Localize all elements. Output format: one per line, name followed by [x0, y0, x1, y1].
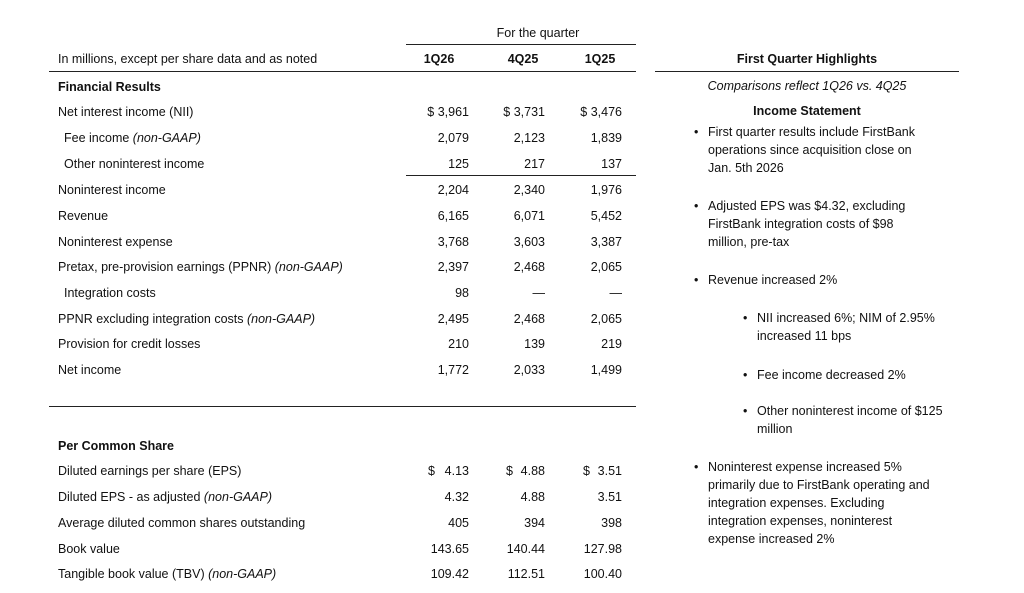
group-underline: [406, 44, 636, 45]
row-label: [58, 183, 166, 197]
cell-value: —: [532, 286, 545, 300]
units-label: In millions, except per share data and as noted: [58, 52, 318, 66]
row-label-text: Integration costs: [64, 286, 156, 300]
cell-value: 3,603: [513, 235, 545, 249]
highlight-bullet: [694, 123, 918, 177]
bullet-dot: •: [694, 125, 699, 139]
section-financial-results: Financial Results: [58, 80, 161, 94]
row-label: [58, 542, 120, 556]
row-label-text: Fee income: [64, 131, 133, 145]
highlight-sub-bullet: [743, 402, 962, 438]
cell-value: —: [609, 286, 622, 300]
cell-value: 4.88: [520, 490, 545, 504]
highlights-subtitle: Comparisons reflect 1Q26 vs. 4Q25: [707, 79, 907, 93]
row-label: [58, 105, 193, 119]
cell-value: 100.40: [583, 567, 622, 581]
cell-value: 398: [601, 516, 622, 530]
bullet-dot: •: [743, 404, 748, 418]
highlight-bullet: [694, 458, 933, 548]
highlight-text: Fee income decreased 2%: [757, 368, 906, 382]
highlight-bullet: [694, 271, 928, 289]
bullet-dot: •: [694, 199, 699, 213]
row-label-text: Net income: [58, 363, 122, 377]
row-label-text: Diluted earnings per share (EPS): [58, 464, 242, 478]
currency-symbol: $: [428, 464, 435, 478]
row-label: [64, 157, 204, 171]
cell-value: 127.98: [583, 542, 622, 556]
highlights-section-income-statement: Income Statement: [753, 104, 861, 118]
bullet-dot: •: [694, 273, 699, 287]
highlight-text: Noninterest expense increased 5% primarily due to FirstBank operating and integration expenses. Excluding integration expenses, noninterest expense increased 2%: [708, 460, 930, 546]
cell-value: 2,468: [513, 312, 545, 326]
cell-value: 4.32: [444, 490, 469, 504]
row-label-text: Pretax, pre-provision earnings (PPNR): [58, 260, 275, 274]
cell-value: 140.44: [506, 542, 545, 556]
cell-value: 2,495: [437, 312, 469, 326]
cell-value: 2,065: [590, 260, 622, 274]
cell-value: 1,976: [590, 183, 622, 197]
cell-value: 112.51: [507, 567, 545, 581]
row-label-text: PPNR excluding integration costs: [58, 312, 247, 326]
cell-value: 2,468: [513, 260, 545, 274]
non-gaap-tag: (non-GAAP): [203, 490, 273, 504]
cell-value: 1,839: [590, 131, 622, 145]
cell-value: 109.42: [430, 567, 469, 581]
row-label: [58, 363, 121, 377]
section-per-common-share: Per Common Share: [58, 439, 175, 453]
cell-value: 2,397: [437, 260, 469, 274]
bullet-dot: •: [694, 460, 699, 474]
row-label: [58, 209, 108, 223]
highlights-rule: [655, 71, 959, 72]
cell-value: 3.51: [597, 464, 622, 478]
bullet-dot: •: [743, 311, 748, 325]
header-rule: [49, 71, 636, 72]
cell-value: 143.65: [430, 542, 469, 556]
row-label-text: Revenue: [58, 209, 109, 223]
currency-symbol: $: [583, 464, 590, 478]
cell-value: 394: [524, 516, 545, 530]
non-gaap-tag: (non-GAAP): [208, 567, 277, 581]
bullet-dot: •: [743, 368, 748, 382]
non-gaap-tag: (non-GAAP): [274, 260, 343, 274]
row-label: [58, 490, 272, 504]
column-header-1q26: 1Q26: [423, 52, 455, 66]
row-label-text: Provision for credit losses: [58, 337, 201, 351]
non-gaap-tag: (non-GAAP): [132, 131, 201, 145]
cell-value: 4.13: [444, 464, 469, 478]
row-label: [64, 131, 201, 145]
cell-value: 3,768: [437, 235, 469, 249]
non-gaap-tag: (non-GAAP): [246, 312, 316, 326]
subtotal-rule: [406, 175, 636, 176]
row-label: [58, 337, 200, 351]
row-label: [58, 312, 315, 326]
cell-value: $ 3,961: [427, 105, 469, 119]
cell-value: 3,387: [590, 235, 622, 249]
cell-value: 2,123: [513, 131, 545, 145]
cell-value: 405: [448, 516, 469, 530]
row-label: [64, 286, 156, 300]
row-label-text: Noninterest expense: [58, 235, 173, 249]
cell-value: $ 3,731: [503, 105, 545, 119]
row-label-text: Average diluted common shares outstanding: [58, 516, 306, 530]
cell-value: 6,071: [513, 209, 545, 223]
highlight-sub-bullet: [743, 366, 957, 384]
cell-value: 1,499: [590, 363, 622, 377]
row-label: [58, 516, 305, 530]
currency-symbol: $: [506, 464, 513, 478]
cell-value: 6,165: [437, 209, 469, 223]
cell-value: 217: [524, 157, 545, 171]
highlight-bullet: [694, 197, 928, 251]
cell-value: 3.51: [597, 490, 622, 504]
column-group-header: For the quarter: [496, 26, 580, 40]
section-divider: [49, 406, 636, 407]
cell-value: 4.88: [520, 464, 545, 478]
cell-value: 125: [448, 157, 469, 171]
row-label-text: Other noninterest income: [64, 157, 205, 171]
column-header-4q25: 4Q25: [507, 52, 539, 66]
row-label-text: Tangible book value (TBV): [58, 567, 209, 581]
row-label-text: Book value: [58, 542, 120, 556]
highlight-text: NII increased 6%; NIM of 2.95% increased 11 bps: [757, 311, 935, 343]
cell-value: 98: [455, 286, 469, 300]
row-label: [58, 260, 343, 274]
highlight-sub-bullet: [743, 309, 957, 345]
cell-value: 2,033: [513, 363, 545, 377]
cell-value: 2,065: [590, 312, 622, 326]
highlight-text: Adjusted EPS was $4.32, excluding FirstBank integration costs of $98 million, pre-tax: [708, 199, 906, 249]
cell-value: 210: [448, 337, 469, 351]
highlight-text: Revenue increased 2%: [708, 273, 838, 287]
highlight-text: Other noninterest income of $125 million: [757, 404, 943, 436]
row-label-text: Noninterest income: [58, 183, 166, 197]
cell-value: 2,204: [437, 183, 469, 197]
cell-value: 2,340: [513, 183, 545, 197]
highlight-text: First quarter results include FirstBank operations since acquisition close on Jan. 5th 2026: [708, 125, 916, 175]
row-label-text: Net interest income (NII): [58, 105, 194, 119]
cell-value: 219: [601, 337, 622, 351]
highlights-title: First Quarter Highlights: [736, 52, 878, 66]
cell-value: 2,079: [437, 131, 469, 145]
cell-value: 1,772: [437, 363, 469, 377]
row-label-text: Diluted EPS - as adjusted: [58, 490, 204, 504]
cell-value: $ 3,476: [580, 105, 622, 119]
row-label: [58, 235, 173, 249]
column-header-1q25: 1Q25: [584, 52, 616, 66]
cell-value: 5,452: [590, 209, 622, 223]
cell-value: 139: [524, 337, 545, 351]
row-label: [58, 567, 276, 581]
row-label: [58, 464, 241, 478]
cell-value: 137: [601, 157, 622, 171]
